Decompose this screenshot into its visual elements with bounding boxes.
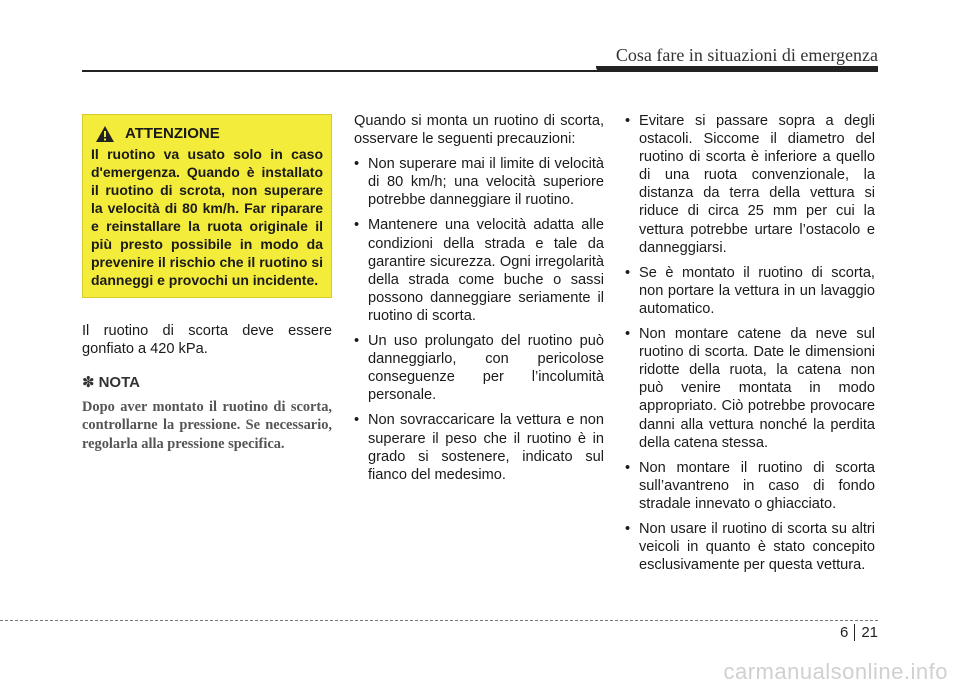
list-item: • Mantenere una velocità adatta alle condizioni della strada e tale da garantire sicurezza. Ogni irregolarità della strada come buche o sassi possono danneggiare seriamente il ruotino di scorta. [354, 216, 604, 325]
precautions-list-continued [625, 112, 875, 574]
column-middle [354, 112, 604, 491]
precautions-list [354, 155, 604, 484]
list-item: • Non montare catene da neve sul ruotino di scorta. Date le dimensioni ridotte della ruota, la catena non può venire montata in modo appropriato. Ciò potrebbe provocare danni alla vettura nonché la perdita della catena stessa. [625, 325, 875, 452]
nota-title: NOTA [98, 374, 140, 392]
list-item: • Non usare il ruotino di scorta su altri veicoli in quanto è stato concepito esclusivamente per questa vettura. [625, 520, 875, 574]
page-number [840, 624, 878, 641]
footer-rule [0, 620, 878, 621]
warning-triangle-icon [95, 125, 115, 143]
warning-title: ATTENZIONE [125, 125, 220, 142]
nota-heading [82, 374, 332, 392]
list-item: • Evitare si passare sopra a degli ostacoli. Siccome il diametro del ruotino di scorta è inferiore a quello di una ruota convenzionale, la distanza da terra della vettura si riduce di circa 25 mm per cui la vettura potrebbe urtare l’ostacolo e danneggiarsi. [625, 112, 875, 257]
list-item: • Non montare il ruotino di scorta sull’avantreno in caso di fondo stradale innevato o ghiacciato. [625, 459, 875, 513]
warning-header [91, 125, 323, 143]
nota-text: Dopo aver montato il ruotino di scorta, controllarne la pressione. Se necessario, regolarla alla pressione specifica. [82, 399, 332, 452]
nota-star-icon: ✽ [82, 374, 95, 392]
header-rule [82, 70, 878, 72]
warning-text: Il ruotino va usato solo in caso d'emergenza. Quando è installato il ruotino di scrota, non superare la velocità di 80 km/h. Far riparare e reinstallare la ruota originale il più presto possibile in modo da prevenire il rischio che il ruotino si danneggi e provochi un incidente. [91, 146, 323, 289]
page-header-title: Cosa fare in situazioni di emergenza [615, 45, 878, 65]
precautions-intro: Quando si monta un ruotino di scorta, osservare le seguenti precauzioni: [354, 113, 604, 148]
list-item: • Se è montato il ruotino di scorta, non portare la vettura in un lavaggio automatico. [625, 264, 875, 318]
watermark: carmanualsonline.info [723, 659, 948, 684]
column-right [625, 112, 875, 581]
list-item: • Un uso prolungato del ruotino può danneggiarlo, con pericolose conseguenze per l’incolumità personale. [354, 332, 604, 404]
pressure-paragraph: Il ruotino di scorta deve essere gonfiato a 420 kPa. [82, 323, 332, 358]
column-left [82, 112, 332, 453]
list-item: • Non sovraccaricare la vettura e non superare il peso che il ruotino è in grado si sostenere, indicato sul fianco del medesimo. [354, 411, 604, 483]
chapter-number: 6 [840, 624, 855, 641]
page-number-value: 21 [861, 624, 878, 641]
list-item: • Non superare mai il limite di velocità di 80 km/h; una velocità superiore potrebbe danneggiare il ruotino. [354, 155, 604, 209]
warning-box [82, 114, 332, 298]
